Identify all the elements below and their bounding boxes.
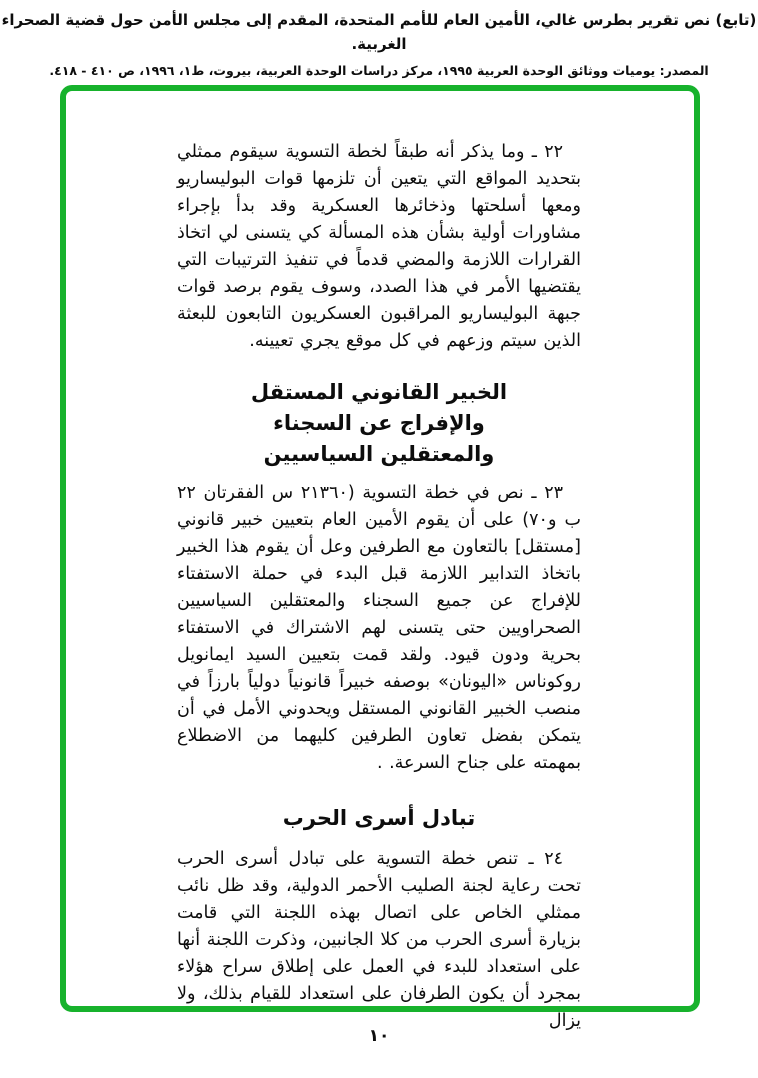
heading-independent-legal-expert [177,377,581,470]
document-frame [60,85,700,1031]
source-citation: المصدر: يوميات ووثائق الوحدة العربية ١٩٩٥، مركز دراسات الوحدة العربية، بيروت، ط١، ١٩٩٦، ص ٤١٠ - ٤١٨. [49,63,709,78]
paragraph-22: ٢٢ ـ وما يذكر أنه طبقاً لخطة التسوية سيقوم ممثلي بتحديد المواقع التي يتعين أن تلزمها قوات البوليساريو ومعها أسلحتها وذخائرها العسكرية وقد بدأ بإجراء مشاورات أولية بشأن هذه المسألة كي يتسنى لي اتخاذ القرارات اللازمة والمضي قدماً في تنفيذ الترتيبات التي يقتضيها الأمر في هذا الصدد، وسوف يقوم برصد قوات جبهة البوليساريو المراقبون العسكريون التابعون للبعثة الذين سيتم وزعهم في كل موقع يجري تعيينه. [177,142,581,351]
heading-line: الخبير القانوني المستقل [250,380,508,404]
source-header [0,8,758,82]
document-body [177,139,581,1035]
heading-line: والإفراج عن السجناء [273,411,485,435]
heading-line: تبادل أسرى الحرب [282,806,476,830]
paragraph-23: ٢٣ ـ نص في خطة التسوية (٢١٣٦٠ س الفقرتان ٢٢ ب و٧٠) على أن يقوم الأمين العام بتعيين خبير قانوني [مستقل] بالتعاون مع الطرفين وعل أن يقوم هذا الخبير باتخاذ التدابير اللازمة قبل البدء في حملة الاستفتاء للإفراج عن جميع السجناء والمعتقلين السياسيين الصحراويين حتى يتسنى لهم الاشتراك في الاستفتاء بحرية ودون قيود. ولقد قمت بتعيين السيد ايمانويل روكوناس «اليونان» بوصفه خبيراً قانونياً دولياً بارزاً في منصب الخبير القانوني المستقل ويحدوني الأمل في أن يتمكن بفضل تعاون الطرفين كليهما من الاضطلاع بمهمته على جناح السرعة. . [177,483,581,773]
heading-pow-exchange [177,803,581,834]
paragraph-24: ٢٤ ـ تنص خطة التسوية على تبادل أسرى الحرب تحت رعاية لجنة الصليب الأحمر الدولية، وقد ظل نائب ممثلي الخاص على اتصال بهذه اللجنة التي قامت بزيارة أسرى الحرب من كلا الجانبين، وذكرت اللجنة أنها على استعداد للبدء في العمل على إطلاق سراح هؤلاء بمجرد أن يكون الطرفان على استعداد للقيام بذلك، ولا يزال [177,849,581,1031]
page-number: ١٠ [368,1026,390,1046]
heading-line: والمعتقلين السياسيين [263,442,495,466]
report-title: (تابع) نص تقرير بطرس غالي، الأمين العام للأمم المتحدة، المقدم إلى مجلس الأمن حول قضية الصحراء الغربية. [1,11,757,53]
